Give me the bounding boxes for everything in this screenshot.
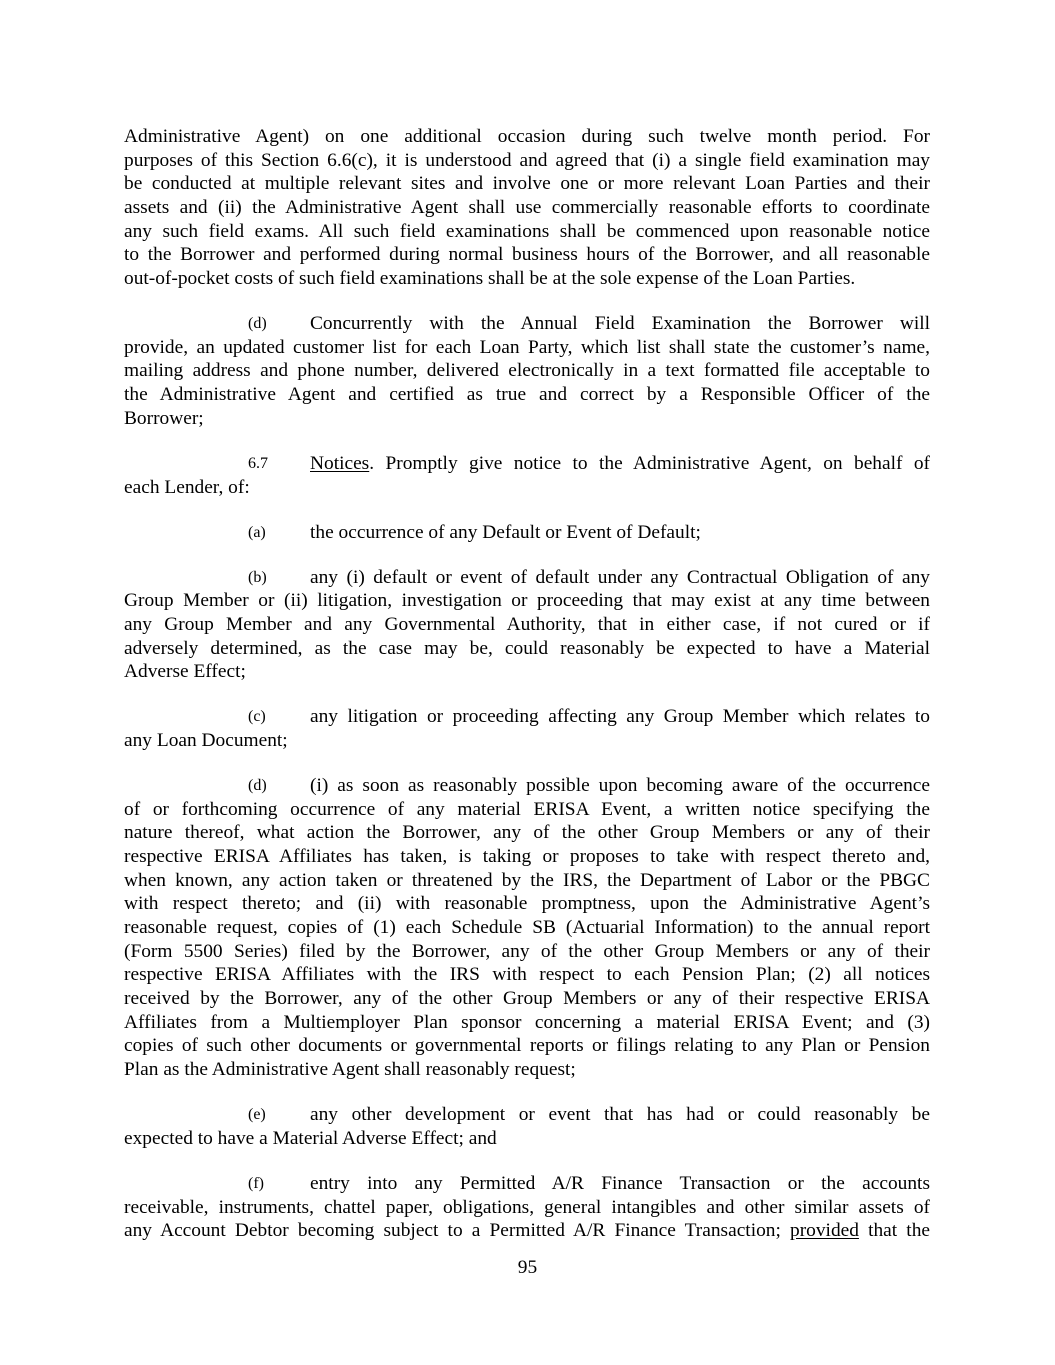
- paragraph: [124, 521, 930, 545]
- text-segment: be conducted at multiple relevant sites and involve one or more relevant Loan Parties and their: [124, 173, 930, 195]
- text-segment: respective ERISA Affiliates with the IRS with respect to each Pension Plan; (2) all notices: [124, 964, 930, 986]
- text-segment: the occurrence of any Default or Event of Default;: [310, 521, 701, 543]
- text-segment: when known, any action taken or threatened by the IRS, the Department of Labor or the PBGC: [124, 869, 930, 891]
- text-segment: any Group Member and any Governmental Authority, that in either case, if not cured or if: [124, 613, 930, 635]
- text-line: [124, 729, 930, 753]
- text-segment: any such field exams. All such field examinations shall be commenced upon reasonable notice: [124, 220, 930, 242]
- text-segment: expected to have a Material Adverse Effect; and: [124, 1127, 497, 1149]
- text-line: [124, 798, 930, 822]
- text-line: [124, 1034, 930, 1058]
- text-line: [124, 383, 930, 407]
- text-line: [124, 243, 930, 267]
- underlined-term: provided: [790, 1220, 859, 1242]
- text-segment: reasonable request, copies of (1) each Schedule SB (Actuarial Information) to the annual report: [124, 917, 930, 939]
- text-segment: any (i) default or event of default under any Contractual Obligation of any: [310, 566, 930, 588]
- text-line: [124, 660, 930, 684]
- paragraph-label: (a): [248, 523, 266, 541]
- text-line: [124, 336, 930, 360]
- paragraph-label: (f): [248, 1174, 264, 1192]
- paragraph-label: (b): [248, 568, 267, 586]
- text-segment: purposes of this Section 6.6(c), it is understood and agreed that (i) a single field examination may: [124, 149, 930, 171]
- text-line: [124, 987, 930, 1011]
- text-segment: each Lender, of:: [124, 476, 250, 498]
- text-segment: Group Member or (ii) litigation, investigation or proceeding that may exist at any time between: [124, 590, 930, 612]
- text-line: [124, 821, 930, 845]
- text-segment: Plan as the Administrative Agent shall reasonably request;: [124, 1059, 576, 1081]
- paragraph: [124, 312, 930, 430]
- text-segment: any litigation or proceeding affecting any Group Member which relates to: [310, 706, 930, 728]
- paragraph: [124, 1103, 930, 1150]
- text-segment: Borrower;: [124, 407, 204, 429]
- text-line: [124, 1196, 930, 1220]
- text-line: [124, 407, 930, 431]
- text-line: [124, 521, 930, 545]
- text-segment: mailing address and phone number, delivered electronically in a text formatted file acceptable to: [124, 360, 930, 382]
- text-line: [124, 359, 930, 383]
- text-line: [124, 963, 930, 987]
- paragraph: [124, 774, 930, 1082]
- text-segment: respective ERISA Affiliates has taken, is taking or proposes to take with respect thereto and,: [124, 845, 930, 867]
- text-segment: out-of-pocket costs of such field examinations shall be at the sole expense of the Loan Parties.: [124, 268, 856, 290]
- text-line: [124, 774, 930, 798]
- text-line: [124, 1011, 930, 1035]
- text-segment: any other development or event that has had or could reasonably be: [310, 1104, 930, 1126]
- text-segment: any Account Debtor becoming subject to a Permitted A/R Finance Transaction;: [124, 1220, 791, 1242]
- text-segment: receivable, instruments, chattel paper, obligations, general intangibles and other similar assets of: [124, 1196, 930, 1218]
- text-segment: Adverse Effect;: [124, 661, 246, 683]
- text-line: [124, 613, 930, 637]
- text-line: [124, 149, 930, 173]
- text-line: [124, 566, 930, 590]
- paragraph: [124, 705, 930, 752]
- paragraph-label: (d): [248, 776, 267, 794]
- text-segment: received by the Borrower, any of the other Group Members or any of their respective ERISA: [124, 988, 930, 1010]
- page-number: 95: [517, 1257, 538, 1278]
- text-line: [124, 1219, 930, 1243]
- text-line: [124, 172, 930, 196]
- text-segment: (Form 5500 Series) filed by the Borrower, any of the other Group Members or any of their: [124, 940, 930, 962]
- text-segment: to the Borrower and performed during normal business hours of the Borrower, and all reasonable: [124, 244, 930, 266]
- text-segment: assets and (ii) the Administrative Agent shall use commercially reasonable efforts to coordinate: [124, 197, 930, 219]
- text-line: [124, 1127, 930, 1151]
- text-line: [124, 476, 930, 500]
- paragraph: [124, 452, 930, 499]
- text-line: [124, 916, 930, 940]
- underlined-term: Notices: [310, 452, 370, 474]
- text-segment: (i) as soon as reasonably possible upon becoming aware of the occurrence: [310, 774, 930, 796]
- text-line: [124, 1103, 930, 1127]
- text-segment: . Promptly give notice to the Administrative Agent, on behalf of: [369, 452, 930, 474]
- text-segment: nature thereof, what action the Borrower, any of the other Group Members or any of their: [124, 822, 930, 844]
- text-segment: Affiliates from a Multiemployer Plan sponsor concerning a material ERISA Event; and (3): [124, 1011, 930, 1033]
- text-segment: provide, an updated customer list for each Loan Party, which list shall state the customer’s name,: [124, 336, 930, 358]
- text-segment: Concurrently with the Annual Field Examination the Borrower will: [310, 313, 930, 335]
- text-line: [124, 1172, 930, 1196]
- text-line: [124, 1058, 930, 1082]
- text-segment: any Loan Document;: [124, 729, 288, 751]
- paragraph-label: 6.7: [248, 454, 268, 472]
- text-segment: of or forthcoming occurrence of any material ERISA Event, a written notice specifying the: [124, 798, 930, 820]
- text-line: [124, 452, 930, 476]
- text-segment: Administrative Agent) on one additional occasion during such twelve month period. For: [124, 126, 930, 147]
- paragraph-label: (c): [248, 708, 266, 726]
- text-line: [124, 845, 930, 869]
- text-line: [124, 940, 930, 964]
- text-segment: entry into any Permitted A/R Finance Transaction or the accounts: [310, 1172, 930, 1194]
- paragraph: [124, 125, 930, 291]
- text-line: [124, 196, 930, 220]
- paragraph: [124, 566, 930, 684]
- text-segment: with respect thereto; and (ii) with reasonable promptness, upon the Administrative Agent’s: [124, 893, 930, 915]
- text-segment: the Administrative Agent and certified as true and correct by a Responsible Officer of the: [124, 384, 930, 406]
- text-line: [124, 892, 930, 916]
- text-line: [124, 312, 930, 336]
- text-line: [124, 869, 930, 893]
- document-page: [124, 125, 930, 1264]
- text-segment: that the: [858, 1220, 931, 1242]
- text-line: [124, 637, 930, 661]
- text-line: [124, 125, 930, 149]
- paragraph: [124, 1172, 930, 1243]
- paragraph-label: (d): [248, 315, 267, 333]
- text-line: [124, 220, 930, 244]
- text-line: [124, 589, 930, 613]
- text-line: [124, 705, 930, 729]
- text-segment: adversely determined, as the case may be, could reasonably be expected to have a Material: [124, 637, 930, 659]
- text-segment: copies of such other documents or governmental reports or filings relating to any Plan or Pension: [124, 1035, 930, 1057]
- text-line: [124, 267, 930, 291]
- paragraph-label: (e): [248, 1106, 266, 1124]
